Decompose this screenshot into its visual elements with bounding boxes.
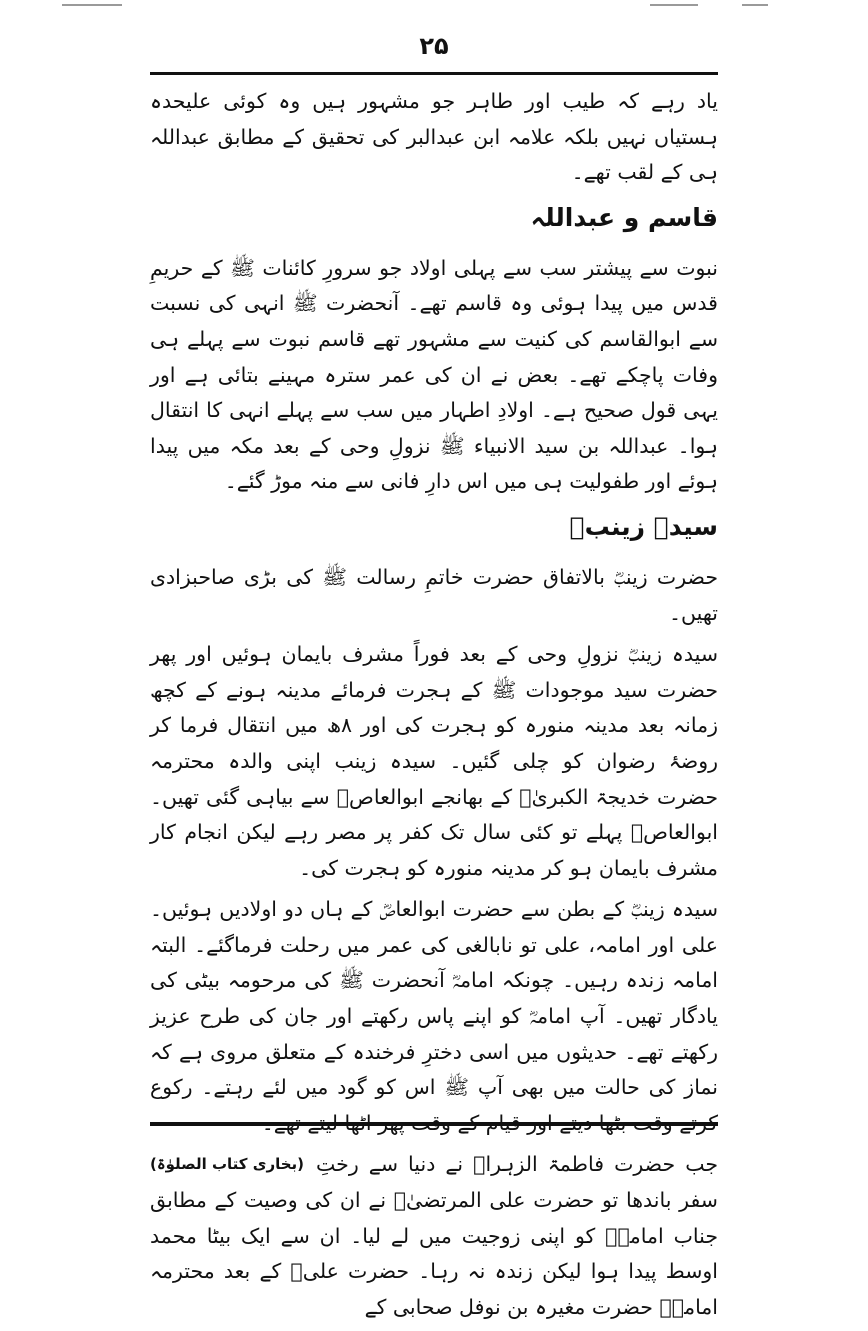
page-body	[150, 84, 718, 1331]
paragraph-text: سیدہ زینبؓ کے بطن سے حضرت ابوالعاصؓ کے ہاں دو اولادیں ہوئیں۔ علی اور امامہ، علی تو نابالغی کی عمر میں رحلت فرماگئے۔ البتہ امامہ زندہ رہیں۔ چونکہ امامہؓ آنحضرت ﷺ کی مرحومہ بیٹی کی یادگار تھیں۔ آپ امامہؓ کو اپنے پاس رکھتے اور جان کی طرح عزیز رکھتے تھے۔ حدیثوں میں اسی دخترِ فرخندہ کے متعلق مروی ہے کہ نماز کی حالت میں بھی آپ ﷺ اس کو گود میں لئے رہتے۔ رکوع	[150, 897, 718, 1100]
paragraph: جب حضرت فاطمۃ الزہراؓ نے دنیا سے رختِ سفر باندھا تو حضرت علی المرتضیٰؓ نے ان کی وصیت کے مطابق جناب امامہؓ کو اپنی زوجیت میں لے لیا۔ ان سے ایک بیٹا محمد اوسط پیدا ہوا لیکن زندہ نہ رہا۔ حضرت علیؓ کے بعد محترمہ امامہؓ حضرت مغیرہ بن نوفل صحابی کے	[150, 1152, 718, 1319]
paragraph: حضرت زینبؓ بالاتفاق حضرت خاتمِ رسالت ﷺ کی بڑی صاحبزادی تھیں۔	[150, 564, 718, 625]
header-rule	[150, 72, 718, 75]
paragraph: سیدہ زینبؓ نزولِ وحی کے بعد فوراً مشرف بایمان ہوئیں اور پھر حضرت سید موجودات ﷺ کے ہجرت فرمائے مدینہ ہونے کے کچھ زمانہ بعد مدینہ منورہ کو ہجرت کی اور ۸ھ میں انتقال فرما کر روضۂ رضوان کو چلی گئیں۔ سیدہ زینب اپنی والدہ محترمہ حضرت خدیجۃ الکبریٰؓ کے بھانجے ابوالعاصؓ سے بیاہی گئی تھیں۔ ابوالعاصؓ پہلے تو کئی سال تک کفر پر مصر رہے لیکن انجام کار مشرف بایمان ہو کر مدینہ منورہ کو ہجرت کی۔	[150, 642, 718, 880]
scan-artifact-mark	[62, 4, 122, 6]
scan-artifact-mark	[742, 4, 768, 6]
paragraph: نبوت سے پیشتر سب سے پہلی اولاد جو سرورِ کائنات ﷺ کے حریمِ قدس میں پیدا ہوئی وہ قاسم تھے۔ آنحضرت ﷺ انہی کی نسبت سے ابوالقاسم کی کنیت سے مشہور تھے قاسم نبوت سے پہلے ہی وفات پاچکے تھے۔ بعض نے ان کی عمر سترہ مہینے بتائی ہے اور یہی قول صحیح ہے۔ اولادِ اطہار میں سب سے پہلے انہی کا انتقال ہوا۔ عبداللہ بن سید الانبیاء ﷺ نزولِ وحی کے بعد مکہ میں پیدا ہوئے اور طفولیت ہی میں اس دارِ فانی سے منہ موڑ گئے۔	[150, 255, 718, 494]
footer-rule	[150, 1122, 718, 1126]
citation-bukhari: (بخاری کتاب الصلوٰۃ)	[150, 1155, 305, 1174]
paragraph-with-citation	[150, 892, 718, 1174]
section-heading-qasim-abdullah: قاسم و عبداللہ	[530, 202, 718, 232]
paragraph: یاد رہے کہ طیب اور طاہر جو مشہور ہیں وہ کوئی علیحدہ ہستیاں نہیں بلکہ علامہ ابن عبدالبر کی تحقیق کے مطابق عبداللہ ہی کے لقب تھے۔	[150, 89, 718, 185]
page-number: ۲۵	[419, 32, 449, 60]
scan-artifact-mark	[650, 4, 698, 6]
section-heading-sayyida-zainab: سیدہ زینبؓ	[569, 511, 718, 541]
